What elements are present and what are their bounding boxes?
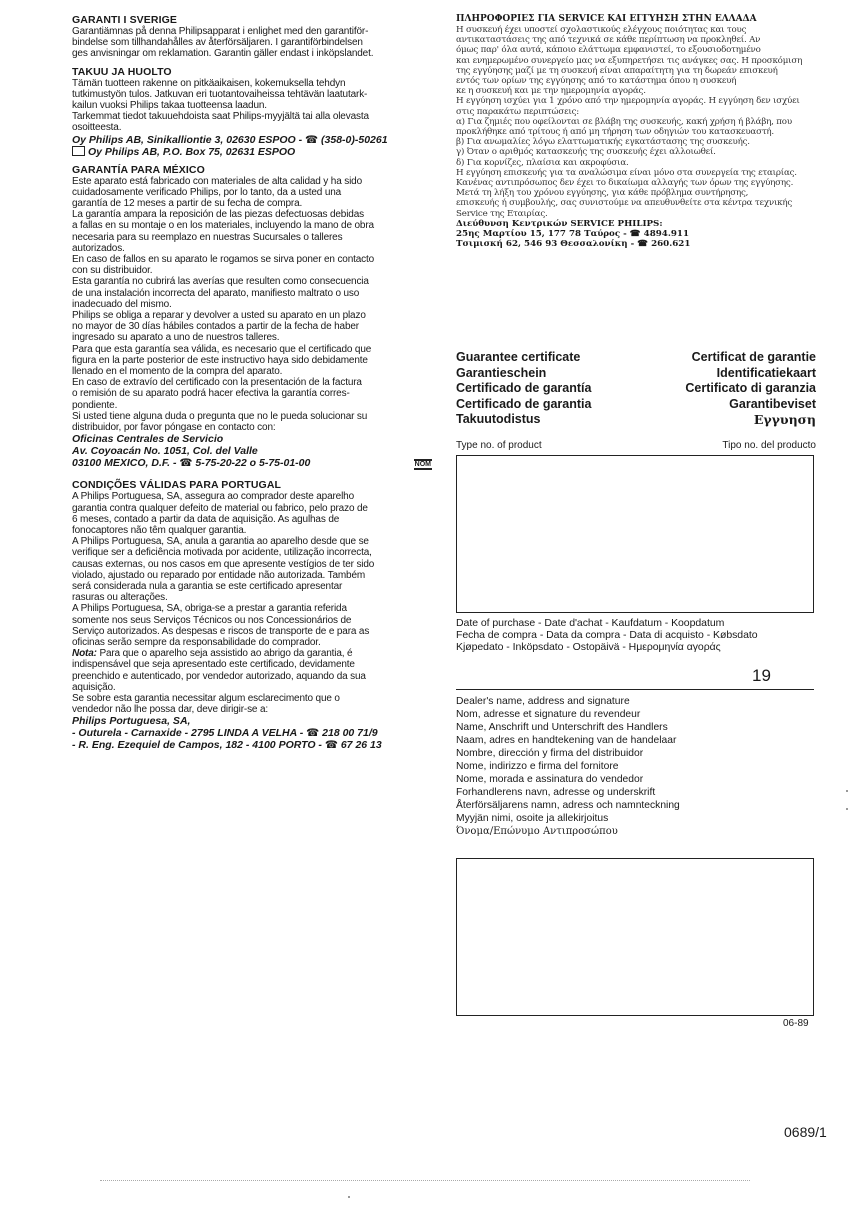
text-line: fonocaptores não têm qualquer garantia. xyxy=(72,524,247,536)
text-line: inadecuado del mismo. xyxy=(72,298,172,310)
purchase-date-field[interactable] xyxy=(456,689,814,690)
dealer-label: Naam, adres en handtekening van de handelaar xyxy=(456,735,677,746)
text-line: no mayor de 30 días hábiles contados a partir de la fecha de haber xyxy=(72,321,359,333)
text-line: oficinas serão sempre da responsabilidade do comprador. xyxy=(72,636,321,648)
certificate-titles-right xyxy=(685,350,816,428)
dealer-labels xyxy=(456,695,816,838)
text-line: garantia contra qualquer defeito de material ou fabrico, pelo prazo de xyxy=(72,502,368,514)
text-line: εντός των ορίων της εγγύησης από το κατάστημα όπου η συσκευή xyxy=(456,76,737,87)
city-phone-row xyxy=(72,457,432,470)
text-line: Serviço autorizados. As despesas e riscos de transporte de e para as xyxy=(72,625,370,637)
scan-dot xyxy=(846,808,848,810)
purchase-label: Fecha de compra - Data da compra - Data di acquisto - Købsdato xyxy=(456,629,758,641)
type-label-right: Tipo no. del producto xyxy=(722,440,816,451)
dealer-label: Nombre, dirección y firma del distribuidor xyxy=(456,748,644,759)
text-line: στις παρακάτω περιπτώσεις: xyxy=(456,106,580,117)
company-name: Philips Portuguesa, SA, xyxy=(72,715,191,728)
text-line: o remisión de su aparato podrá hacer efectiva la garantía corres- xyxy=(72,388,350,400)
text-line: kailun vuoksi Philips takaa tuotteensa laadun. xyxy=(72,100,267,112)
text-line: Μετά τη λήξη του χρόνου εγγύησης, για κάθε πρόβλημα συντήρησης, xyxy=(456,188,749,199)
text-line: Garantiämnas på denna Philipsapparat i enlighet med den garantiför- xyxy=(72,26,369,37)
form-date: 06-89 xyxy=(783,1018,809,1029)
text-line: pondiente. xyxy=(72,399,118,411)
section-title: CONDIÇÕES VÁLIDAS PARA PORTUGAL xyxy=(72,479,282,492)
text-line: και ενημερωμένο συνεργείο μας να εξυπηρετήσει τις ανάγκες σας. Η προσκόμιση xyxy=(456,55,803,66)
text-line: vendedor não lhe possa dar, deve dirigir-se a: xyxy=(72,704,269,716)
text-line: causas externas, ou nos casos em que apresente vestígios de ter sido xyxy=(72,558,375,570)
dealer-label: Forhandlerens navn, adresse og underskrift xyxy=(456,787,656,798)
certificate-titles xyxy=(456,350,816,428)
text-line: επισκευής ή συμβουλής, σας συνιστούμε να απευθυνθείτε στα κέντρα τεχνικής xyxy=(456,198,793,209)
contact-box-line xyxy=(72,146,432,158)
service-address-2: Τσιμισκή 62, 546 93 Θεσσαλονίκη - ☎ 260.621 xyxy=(456,239,691,250)
note-text: Para que o aparelho seja assistido ao abrigo da garantia, é xyxy=(96,648,353,660)
text-line: En caso de extravío del certificado con la presentación de la factura xyxy=(72,377,362,389)
section-title: GARANTI I SVERIGE xyxy=(72,14,177,26)
certificate-title: Garantieschein xyxy=(456,365,547,380)
text-line: violado, ajustado ou reparado por entidade não autorizada. Também xyxy=(72,569,366,581)
text-line: figura en la parte posterior de este instructivo haya sido debidamente xyxy=(72,354,368,366)
text-line: αντικαταστάσεις της από τεχνικά σε κάθε περίπτωση να προκληθεί. Αν xyxy=(456,35,761,46)
service-address-1: 25ης Μαρτίου 15, 177 78 Ταύρος - ☎ 4894.911 xyxy=(456,229,689,240)
text-line: tutkimustyön tulos. Jatkuvan eri tuotantovaiheissa tehtävän laatutark- xyxy=(72,88,368,100)
certificate-titles-left xyxy=(456,350,591,428)
section-mexico xyxy=(72,164,432,471)
text-line: Se sobre esta garantia necessitar algum esclarecimento que o xyxy=(72,692,340,704)
text-line: όμως παρ' όλα αυτά, κάποιο ελάττωμα εμφανιστεί, το εξουσιοδοτημένο xyxy=(456,45,761,56)
text-line: Η εγγύηση επισκευής για τα αναλώσιμα είναι μόνο στα συνεργεία της εταιρίας. xyxy=(456,167,797,178)
purchase-label: Kjøpedato - Inköpsdato - Ostopäivä - Ημερομηνία αγοράς xyxy=(456,641,721,653)
dealer-label: Nom, adresse et signature du revendeur xyxy=(456,709,641,720)
list-item: γ) Όταν ο αριθμός κατασκευής της συσκευής έχει αλλοιωθεί. xyxy=(456,147,716,158)
text-line: rasuras ou alterações. xyxy=(72,592,168,604)
certificate-title: Certificado de garantía xyxy=(456,381,592,395)
text-line: llenado en el momento de la compra del aparato. xyxy=(72,366,283,378)
text-line: bindelse som tillhandahålles av återförsäljaren. I garantiförbindelsen xyxy=(72,37,363,49)
dealer-signature-field[interactable] xyxy=(456,858,814,1016)
note-label: Nota: xyxy=(72,648,97,660)
dealer-label: Återförsäljarens namn, adress och namnteckning xyxy=(456,800,680,811)
dealer-label-greek: Όνομα/Επώνυμο Αντιπροσώπου xyxy=(456,826,618,837)
certificate-title: Identificatiekaart xyxy=(716,365,816,380)
dealer-label: Myyjän nimi, osoite ja allekirjoitus xyxy=(456,813,609,824)
company-address-2: - R. Eng. Ezequiel de Campos, 182 - 4100 PORTO - ☎ 67 26 13 xyxy=(72,739,382,752)
list-item: προκλήθηκε από τρίτους ή από μη τήρηση των οδηγιών του κατασκευαστή. xyxy=(456,127,774,138)
type-labels xyxy=(456,440,816,451)
purchase-date-labels xyxy=(456,617,818,653)
scan-dot xyxy=(348,1196,350,1198)
certificate-title: Certificato di garanzia xyxy=(685,381,816,395)
text-line: verifique ser a deficiência motivada por acidente, utilização incorrecta, xyxy=(72,547,372,559)
list-item: α) Για ζημιές που οφείλονται σε βλάβη της συσκευής, κακή χρήση ή βλάβη, που xyxy=(456,116,792,127)
text-line: κε η συσκευή και με την ημερομηνία αγοράς. xyxy=(456,86,646,97)
text-line: osoitteesta. xyxy=(72,122,122,134)
certificate-title: Εγγυηση xyxy=(753,412,816,427)
dealer-label: Dealer's name, address and signature xyxy=(456,696,630,707)
dealer-label: Name, Anschrift und Unterschrift des Handlers xyxy=(456,722,668,733)
service-address: Av. Coyoacán No. 1051, Col. del Valle xyxy=(72,445,258,458)
text-line: Tämän tuotteen rakenne on pitkäaikaisen, kokemuksella tehdyn xyxy=(72,77,346,89)
text-line: Esta garantía no cubrirá las averías que resulten como consecuencia xyxy=(72,276,369,288)
purchase-year-prefix: 19 xyxy=(752,666,771,685)
text-line: somente nos seus Serviços Técnicos ou nos Concessionários de xyxy=(72,614,352,626)
text-line: autorizados. xyxy=(72,242,125,254)
text-line: La garantía ampara la reposición de las piezas defectuosas debidas xyxy=(72,209,364,221)
text-line: Tarkemmat tiedot takuuehdoista saat Philips-myyjältä tai alla olevasta xyxy=(72,111,369,123)
section-portugal xyxy=(72,479,432,751)
section-finland xyxy=(72,66,432,158)
note-line xyxy=(72,648,432,659)
dealer-label: Nome, morada e assinatura do vendedor xyxy=(456,774,644,785)
nom-logo: NOM xyxy=(414,461,431,469)
certificate-title: Certificat de garantie xyxy=(691,350,816,364)
text-line: Este aparato está fabricado con materiales de alta calidad y ha sido xyxy=(72,175,362,187)
text-line: preenchido e autenticado, por vendedor autorizado, aquando da sua xyxy=(72,670,366,682)
text-line: A Philips Portuguesa, SA, assegura ao comprador deste aparelho xyxy=(72,491,354,503)
text-line: Η εγγύηση ισχύει για 1 χρόνο από την ημερομηνία αγοράς. Η εγγύηση δεν ισχύει xyxy=(456,96,800,107)
service-title: Διεύθυνση Κεντρικών SERVICE PHILIPS: xyxy=(456,218,663,229)
text-line: de una instalación incorrecta del aparato, manifiesto maltrato o uso xyxy=(72,287,360,299)
scan-dot xyxy=(846,790,848,792)
dealer-label: Nome, indirizzo e firma del fornitore xyxy=(456,761,619,772)
greek-section xyxy=(456,14,816,249)
text-line: con su distribuidor. xyxy=(72,265,153,277)
certificate-title: Certificado de garantia xyxy=(456,396,592,411)
text-line: Κανένας αντιπρόσωπος δεν έχει το δικαίωμα αλλαγής των όρων της εγγύησης. xyxy=(456,178,794,189)
left-column xyxy=(72,14,432,751)
type-number-field[interactable] xyxy=(456,455,814,613)
text-line: της εγγύησης μαζί με τη συσκευή είναι απαραίτητη για τη δωρεάν επισκευή xyxy=(456,65,778,76)
page-code: 0689/1 xyxy=(784,1124,827,1140)
certificate-title: Garantibeviset xyxy=(729,396,816,411)
text-line: Para que esta garantía sea válida, es necesario que el certificado que xyxy=(72,343,372,355)
section-sweden xyxy=(72,14,432,60)
text-line: necesaria para su reemplazo en nuestras Sucursales o talleres xyxy=(72,231,343,243)
list-item: β) Για ανωμαλίες λόγω ελαττωματικής εγκατάστασης της συσκευής. xyxy=(456,137,750,148)
type-label-left: Type no. of product xyxy=(456,440,542,451)
scan-artifact-line xyxy=(100,1180,750,1183)
text-line: ingresado su aparato a uno de nuestros talleres. xyxy=(72,332,280,344)
text-line: será considerada nula a garantia se este certificado apresentar xyxy=(72,580,343,592)
text-line: indispensável que seja apresentado este certificado, devidamente xyxy=(72,659,355,671)
text-line: cuidadosamente verificado Philips, por lo tanto, da a usted una xyxy=(72,186,342,198)
text-line: A Philips Portuguesa, SA, obriga-se a prestar a garantia referida xyxy=(72,603,347,615)
text-line: a fallas en su montaje o en los materiales, incluyendo la mano de obra xyxy=(72,220,374,232)
certificate-title: Guarantee certificate xyxy=(456,350,581,364)
text-line: A Philips Portuguesa, SA, anula a garantia ao aparelho desde que se xyxy=(72,536,369,548)
text-line: distribuidor, por favor póngase en contacto con: xyxy=(72,422,276,434)
text-line: 6 meses, contado a partir da data de aquisição. As agulhas de xyxy=(72,513,340,525)
list-item: δ) Για κορνίζες, πλαίσια και ακροφύσια. xyxy=(456,157,629,168)
service-office: Oficinas Centrales de Servicio xyxy=(72,433,224,446)
contact-phone: Oy Philips AB, Sinikalliontie 3, 02630 ESPOO - ☎ (358-0)-50261 xyxy=(72,133,388,146)
text-line: Η συσκευή έχει υποστεί σχολαστικούς ελέγχους ποιότητας και τους xyxy=(456,25,747,35)
contact-box: Oy Philips AB, P.O. Box 75, 02631 ESPOO xyxy=(88,145,296,158)
text-line: En caso de fallos en su aparato le rogamos se sirva poner en contacto xyxy=(72,254,375,266)
text-line: Service της Εταιρίας. xyxy=(456,208,548,219)
service-city-phone: 03100 MEXICO, D.F. - ☎ 5-75-20-22 o 5-75-01-00 xyxy=(72,457,311,470)
company-address-1: - Outurela - Carnaxide - 2795 LINDA A VELHA - ☎ 218 00 71/9 xyxy=(72,727,378,740)
purchase-label: Date of purchase - Date d'achat - Kaufdatum - Koopdatum xyxy=(456,617,725,629)
text-line: aquisição. xyxy=(72,681,116,693)
text-line: ges anvisningar om reklamation. Garantin gäller endast i inköpslandet. xyxy=(72,48,374,60)
text-line: Philips se obliga a reparar y devolver a usted su aparato en un plazo xyxy=(72,310,366,322)
mailbox-icon xyxy=(72,146,85,156)
section-title: ΠΛΗΡΟΦΟΡΙΕΣ ΓΙΑ SERVICE ΚΑΙ ΕΓΓΥΗΣΗ ΣΤΗΝ ΕΛΛΑΔΑ xyxy=(456,14,757,24)
section-title: GARANTÍA PARA MÉXICO xyxy=(72,163,205,176)
text-line: garantía de 12 meses a partir de su fecha de compra. xyxy=(72,198,303,210)
certificate-title: Takuutodistus xyxy=(456,412,541,426)
section-title: TAKUU JA HUOLTO xyxy=(72,65,172,78)
text-line: Si usted tiene alguna duda o pregunta que no le pueda solucionar su xyxy=(72,410,368,422)
